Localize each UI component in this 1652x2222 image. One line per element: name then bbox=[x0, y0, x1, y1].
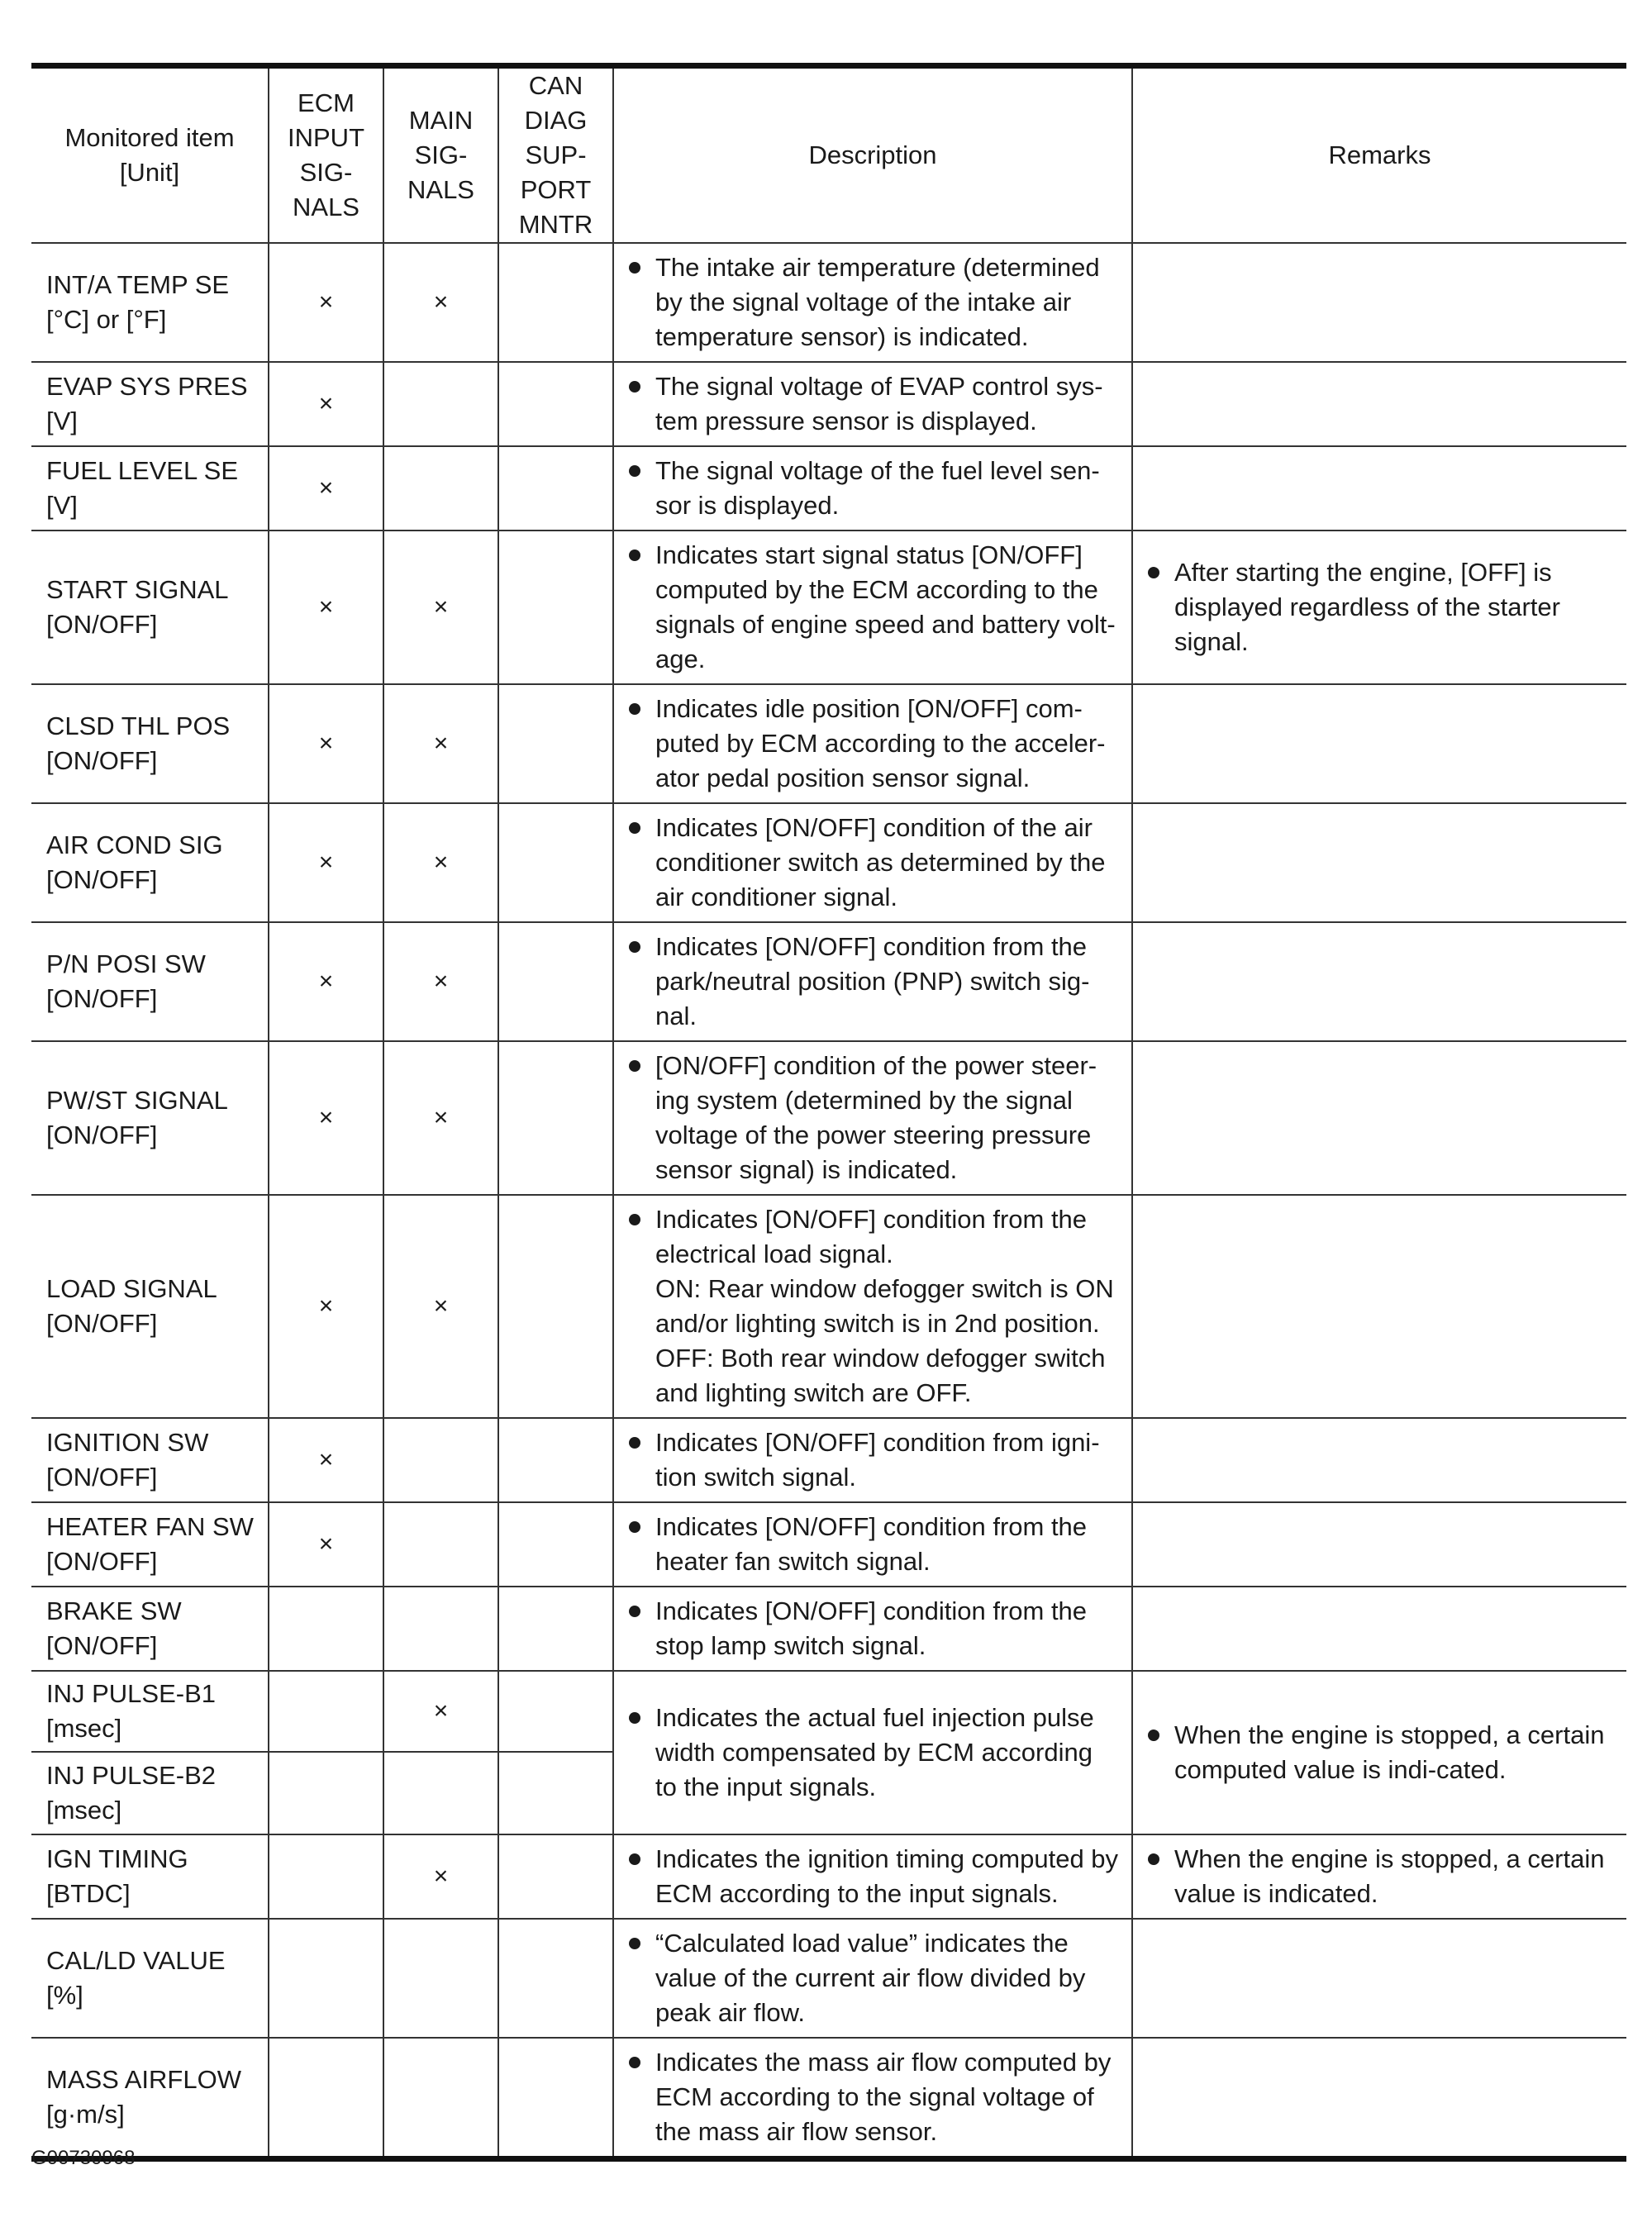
bullet-dot-icon bbox=[629, 1938, 640, 1949]
bullet-dot-icon bbox=[629, 1853, 640, 1865]
monitored-item bbox=[31, 803, 269, 922]
table-row bbox=[31, 1587, 1626, 1671]
ecm-input-mark bbox=[269, 803, 383, 922]
main-signal-mark bbox=[383, 1671, 498, 1752]
monitored-item bbox=[31, 1502, 269, 1587]
ecm-input-mark bbox=[269, 1418, 383, 1502]
can-diag-mark bbox=[498, 362, 613, 446]
remarks bbox=[1132, 922, 1626, 1041]
monitored-item-text: INJ PULSE-B1 [msec] bbox=[46, 1679, 217, 1743]
can-diag-mark bbox=[498, 1834, 613, 1919]
remarks-bullet bbox=[1148, 555, 1615, 659]
bullet-dot-icon bbox=[1148, 567, 1159, 578]
monitor-item-sheet bbox=[31, 63, 1626, 2162]
monitored-item-text: MASS AIRFLOW [g·m/s] bbox=[46, 2065, 241, 2129]
description-bullet bbox=[629, 930, 1120, 1034]
table-row bbox=[31, 362, 1626, 446]
main-signal-mark bbox=[383, 684, 498, 803]
remarks-text: After starting the engine, [OFF] is displayed regardless of the starter signal. bbox=[1174, 558, 1560, 656]
description-text: The signal voltage of the fuel level sen-sor is displayed. bbox=[655, 456, 1100, 520]
monitored-item bbox=[31, 1919, 269, 2038]
main-signal-mark bbox=[383, 1195, 498, 1418]
description-bullet bbox=[629, 1425, 1120, 1495]
ecm-input-mark-text: × bbox=[318, 849, 334, 876]
ecm-input-mark bbox=[269, 684, 383, 803]
description-bullet bbox=[629, 1594, 1120, 1663]
ecm-input-mark bbox=[269, 922, 383, 1041]
can-diag-mark bbox=[498, 446, 613, 531]
header-description: Description bbox=[613, 66, 1132, 244]
bullet-dot-icon bbox=[629, 2057, 640, 2068]
remarks bbox=[1132, 803, 1626, 922]
remarks-bullet bbox=[1148, 1718, 1615, 1787]
remarks bbox=[1132, 1502, 1626, 1587]
monitored-item-text: PW/ST SIGNAL [ON/OFF] bbox=[46, 1086, 228, 1149]
bullet-dot-icon bbox=[629, 822, 640, 834]
ecm-input-mark-text: × bbox=[318, 1530, 334, 1558]
main-signal-mark bbox=[383, 446, 498, 531]
can-diag-mark bbox=[498, 922, 613, 1041]
description-bullet bbox=[629, 1202, 1120, 1411]
bullet-dot-icon bbox=[629, 1437, 640, 1449]
description bbox=[613, 243, 1132, 362]
description bbox=[613, 1919, 1132, 2038]
description bbox=[613, 531, 1132, 684]
bullet-dot-icon bbox=[629, 550, 640, 561]
table-row bbox=[31, 1502, 1626, 1587]
main-signal-mark bbox=[383, 1418, 498, 1502]
header-row bbox=[31, 66, 1626, 244]
remarks bbox=[1132, 1671, 1626, 1834]
description-bullet bbox=[629, 692, 1120, 796]
remarks bbox=[1132, 684, 1626, 803]
remarks bbox=[1132, 1195, 1626, 1418]
description-text: Indicates [ON/OFF] condition from the electrical load signal. ON: Rear window defogger switch is ON and/or lighting switch is in 2nd position. OFF: Both rear window defogger switch and lighting switch are OFF. bbox=[655, 1205, 1114, 1407]
monitored-item bbox=[31, 684, 269, 803]
main-signal-mark-text: × bbox=[433, 1863, 449, 1890]
description bbox=[613, 446, 1132, 531]
description-bullet bbox=[629, 1926, 1120, 2030]
remarks-bullet bbox=[1148, 1842, 1615, 1911]
table-row bbox=[31, 1919, 1626, 2038]
description bbox=[613, 1834, 1132, 1919]
header-main-signals: MAIN SIG- NALS bbox=[383, 66, 498, 244]
remarks bbox=[1132, 243, 1626, 362]
ecm-input-mark bbox=[269, 1834, 383, 1919]
description-text: Indicates the actual fuel injection pulse width compensated by ECM according to the input signals. bbox=[655, 1703, 1094, 1801]
main-signal-mark bbox=[383, 803, 498, 922]
monitored-item bbox=[31, 1195, 269, 1418]
ecm-input-mark bbox=[269, 446, 383, 531]
can-diag-mark bbox=[498, 2038, 613, 2159]
table-row bbox=[31, 803, 1626, 922]
monitored-item bbox=[31, 362, 269, 446]
remarks bbox=[1132, 1587, 1626, 1671]
remarks bbox=[1132, 1919, 1626, 2038]
monitored-item bbox=[31, 531, 269, 684]
can-diag-mark bbox=[498, 1041, 613, 1195]
monitored-item-text: START SIGNAL [ON/OFF] bbox=[46, 575, 229, 639]
bullet-dot-icon bbox=[629, 1060, 640, 1072]
description-bullet bbox=[629, 369, 1120, 439]
bullet-dot-icon bbox=[629, 381, 640, 393]
main-signal-mark bbox=[383, 243, 498, 362]
can-diag-mark bbox=[498, 1195, 613, 1418]
bullet-dot-icon bbox=[629, 465, 640, 477]
bullet-dot-icon bbox=[1148, 1730, 1159, 1741]
ecm-input-mark-text: × bbox=[318, 1446, 334, 1473]
remarks bbox=[1132, 1418, 1626, 1502]
ecm-input-mark bbox=[269, 1502, 383, 1587]
bullet-dot-icon bbox=[629, 1521, 640, 1533]
ecm-input-mark bbox=[269, 243, 383, 362]
description bbox=[613, 362, 1132, 446]
monitor-item-table bbox=[31, 63, 1626, 2162]
bullet-dot-icon bbox=[629, 941, 640, 953]
description-text: Indicates [ON/OFF] condition of the air conditioner switch as determined by the air conditioner signal. bbox=[655, 813, 1106, 911]
can-diag-mark bbox=[498, 1752, 613, 1834]
monitored-item bbox=[31, 1671, 269, 1752]
description bbox=[613, 1041, 1132, 1195]
description bbox=[613, 1587, 1132, 1671]
ecm-input-mark bbox=[269, 2038, 383, 2159]
monitored-item-text: HEATER FAN SW [ON/OFF] bbox=[46, 1512, 254, 1576]
figure-code: G00730968 bbox=[31, 2147, 136, 2169]
ecm-input-mark-text: × bbox=[318, 968, 334, 995]
description bbox=[613, 684, 1132, 803]
main-signal-mark-text: × bbox=[433, 1292, 449, 1320]
main-signal-mark-text: × bbox=[433, 1104, 449, 1131]
main-signal-mark bbox=[383, 1752, 498, 1834]
description-bullet bbox=[629, 811, 1120, 915]
description-bullet bbox=[629, 1842, 1120, 1911]
main-signal-mark bbox=[383, 922, 498, 1041]
description-text: [ON/OFF] condition of the power steer-ing system (determined by the signal voltage of the power steering pressure sensor signal) is indicated. bbox=[655, 1051, 1097, 1184]
description-text: Indicates the mass air flow computed by ECM according to the signal voltage of the mass air flow sensor. bbox=[655, 2048, 1112, 2146]
bullet-dot-icon bbox=[629, 1606, 640, 1617]
description-text: Indicates [ON/OFF] condition from igni-tion switch signal. bbox=[655, 1428, 1100, 1492]
ecm-input-mark-text: × bbox=[318, 288, 334, 316]
table-row bbox=[31, 531, 1626, 684]
ecm-input-mark bbox=[269, 1671, 383, 1752]
header-monitored-item: Monitored item [Unit] bbox=[31, 66, 269, 244]
main-signal-mark-text: × bbox=[433, 849, 449, 876]
monitored-item-text: AIR COND SIG [ON/OFF] bbox=[46, 830, 223, 894]
description-text: Indicates start signal status [ON/OFF] computed by the ECM according to the signals of engine speed and battery volt-age. bbox=[655, 540, 1116, 673]
description-bullet bbox=[629, 2045, 1120, 2149]
can-diag-mark bbox=[498, 803, 613, 922]
monitored-item-text: LOAD SIGNAL [ON/OFF] bbox=[46, 1274, 217, 1338]
can-diag-mark bbox=[498, 1587, 613, 1671]
description-text: Indicates [ON/OFF] condition from the heater fan switch signal. bbox=[655, 1512, 1088, 1576]
monitored-item-text: IGN TIMING [BTDC] bbox=[46, 1844, 188, 1908]
remarks bbox=[1132, 1834, 1626, 1919]
description-text: The intake air temperature (determined by the signal voltage of the intake air temperature sensor) is indicated. bbox=[655, 253, 1100, 351]
remarks-text: When the engine is stopped, a certain value is indicated. bbox=[1174, 1844, 1605, 1908]
table-row bbox=[31, 243, 1626, 362]
can-diag-mark bbox=[498, 1502, 613, 1587]
description-text: Indicates the ignition timing computed by ECM according to the input signals. bbox=[655, 1844, 1119, 1908]
main-signal-mark bbox=[383, 1502, 498, 1587]
monitored-item-text: EVAP SYS PRES [V] bbox=[46, 372, 248, 435]
ecm-input-mark bbox=[269, 531, 383, 684]
header-ecm-input-signals: ECM INPUT SIG- NALS bbox=[269, 66, 383, 244]
description-bullet bbox=[629, 538, 1120, 677]
ecm-input-mark bbox=[269, 1195, 383, 1418]
description bbox=[613, 1502, 1132, 1587]
main-signal-mark-text: × bbox=[433, 593, 449, 621]
ecm-input-mark bbox=[269, 1752, 383, 1834]
description-bullet bbox=[629, 1701, 1120, 1805]
description bbox=[613, 803, 1132, 922]
can-diag-mark bbox=[498, 684, 613, 803]
can-diag-mark bbox=[498, 1418, 613, 1502]
ecm-input-mark bbox=[269, 1587, 383, 1671]
monitored-item-text: P/N POSI SW [ON/OFF] bbox=[46, 949, 206, 1013]
ecm-input-mark-text: × bbox=[318, 730, 334, 757]
description-text: Indicates idle position [ON/OFF] com-puted by ECM according to the acceler-ator pedal position sensor signal. bbox=[655, 694, 1106, 792]
remarks-text: When the engine is stopped, a certain computed value is indi-cated. bbox=[1174, 1720, 1605, 1784]
remarks bbox=[1132, 362, 1626, 446]
ecm-input-mark-text: × bbox=[318, 390, 334, 417]
table-row bbox=[31, 1671, 1626, 1752]
remarks bbox=[1132, 446, 1626, 531]
monitored-item-text: FUEL LEVEL SE [V] bbox=[46, 456, 239, 520]
ecm-input-mark bbox=[269, 362, 383, 446]
can-diag-mark bbox=[498, 243, 613, 362]
remarks bbox=[1132, 2038, 1626, 2159]
description bbox=[613, 1671, 1132, 1834]
monitored-item-text: CAL/LD VALUE [%] bbox=[46, 1946, 226, 2010]
monitored-item-text: IGNITION SW [ON/OFF] bbox=[46, 1428, 209, 1492]
ecm-input-mark-text: × bbox=[318, 593, 334, 621]
description bbox=[613, 1418, 1132, 1502]
table-row bbox=[31, 684, 1626, 803]
monitored-item-text: INJ PULSE-B2 [msec] bbox=[46, 1761, 217, 1825]
bullet-dot-icon bbox=[629, 1712, 640, 1724]
description-bullet bbox=[629, 250, 1120, 354]
table-row bbox=[31, 1195, 1626, 1418]
monitored-item bbox=[31, 1834, 269, 1919]
description-text: Indicates [ON/OFF] condition from the stop lamp switch signal. bbox=[655, 1596, 1088, 1660]
ecm-input-mark bbox=[269, 1041, 383, 1195]
monitored-item-text: INT/A TEMP SE [°C] or [°F] bbox=[46, 270, 230, 334]
monitored-item bbox=[31, 1587, 269, 1671]
monitored-item-text: BRAKE SW [ON/OFF] bbox=[46, 1596, 182, 1660]
main-signal-mark-text: × bbox=[433, 968, 449, 995]
remarks bbox=[1132, 531, 1626, 684]
header-remarks: Remarks bbox=[1132, 66, 1626, 244]
description-bullet bbox=[629, 454, 1120, 523]
description-text: “Calculated load value” indicates the value of the current air flow divided by peak air flow. bbox=[655, 1929, 1086, 2027]
ecm-input-mark-text: × bbox=[318, 1104, 334, 1131]
table-row bbox=[31, 1041, 1626, 1195]
description bbox=[613, 2038, 1132, 2159]
table-row bbox=[31, 2038, 1626, 2159]
monitored-item bbox=[31, 1418, 269, 1502]
description-bullet bbox=[629, 1510, 1120, 1579]
monitored-item bbox=[31, 2038, 269, 2159]
ecm-input-mark-text: × bbox=[318, 474, 334, 502]
can-diag-mark bbox=[498, 1919, 613, 2038]
table-row bbox=[31, 1834, 1626, 1919]
bullet-dot-icon bbox=[629, 1214, 640, 1225]
main-signal-mark-text: × bbox=[433, 730, 449, 757]
description-text: Indicates [ON/OFF] condition from the park/neutral position (PNP) switch sig-nal. bbox=[655, 932, 1090, 1030]
bullet-dot-icon bbox=[629, 262, 640, 274]
main-signal-mark bbox=[383, 1587, 498, 1671]
main-signal-mark bbox=[383, 2038, 498, 2159]
table-row bbox=[31, 446, 1626, 531]
monitored-item bbox=[31, 1752, 269, 1834]
main-signal-mark bbox=[383, 362, 498, 446]
description-bullet bbox=[629, 1049, 1120, 1187]
monitored-item-text: CLSD THL POS [ON/OFF] bbox=[46, 711, 231, 775]
table-row bbox=[31, 922, 1626, 1041]
monitored-item bbox=[31, 446, 269, 531]
table-row bbox=[31, 1418, 1626, 1502]
can-diag-mark bbox=[498, 1671, 613, 1752]
main-signal-mark-text: × bbox=[433, 1697, 449, 1725]
main-signal-mark bbox=[383, 1919, 498, 2038]
header-can-diag-support-mntr: CAN DIAG SUP- PORT MNTR bbox=[498, 66, 613, 244]
bullet-dot-icon bbox=[629, 703, 640, 715]
description bbox=[613, 922, 1132, 1041]
main-signal-mark bbox=[383, 1834, 498, 1919]
monitored-item bbox=[31, 922, 269, 1041]
can-diag-mark bbox=[498, 531, 613, 684]
description-text: The signal voltage of EVAP control sys-tem pressure sensor is displayed. bbox=[655, 372, 1103, 435]
description bbox=[613, 1195, 1132, 1418]
bullet-dot-icon bbox=[1148, 1853, 1159, 1865]
main-signal-mark bbox=[383, 531, 498, 684]
monitored-item bbox=[31, 243, 269, 362]
remarks bbox=[1132, 1041, 1626, 1195]
main-signal-mark-text: × bbox=[433, 288, 449, 316]
main-signal-mark bbox=[383, 1041, 498, 1195]
monitored-item bbox=[31, 1041, 269, 1195]
ecm-input-mark bbox=[269, 1919, 383, 2038]
ecm-input-mark-text: × bbox=[318, 1292, 334, 1320]
